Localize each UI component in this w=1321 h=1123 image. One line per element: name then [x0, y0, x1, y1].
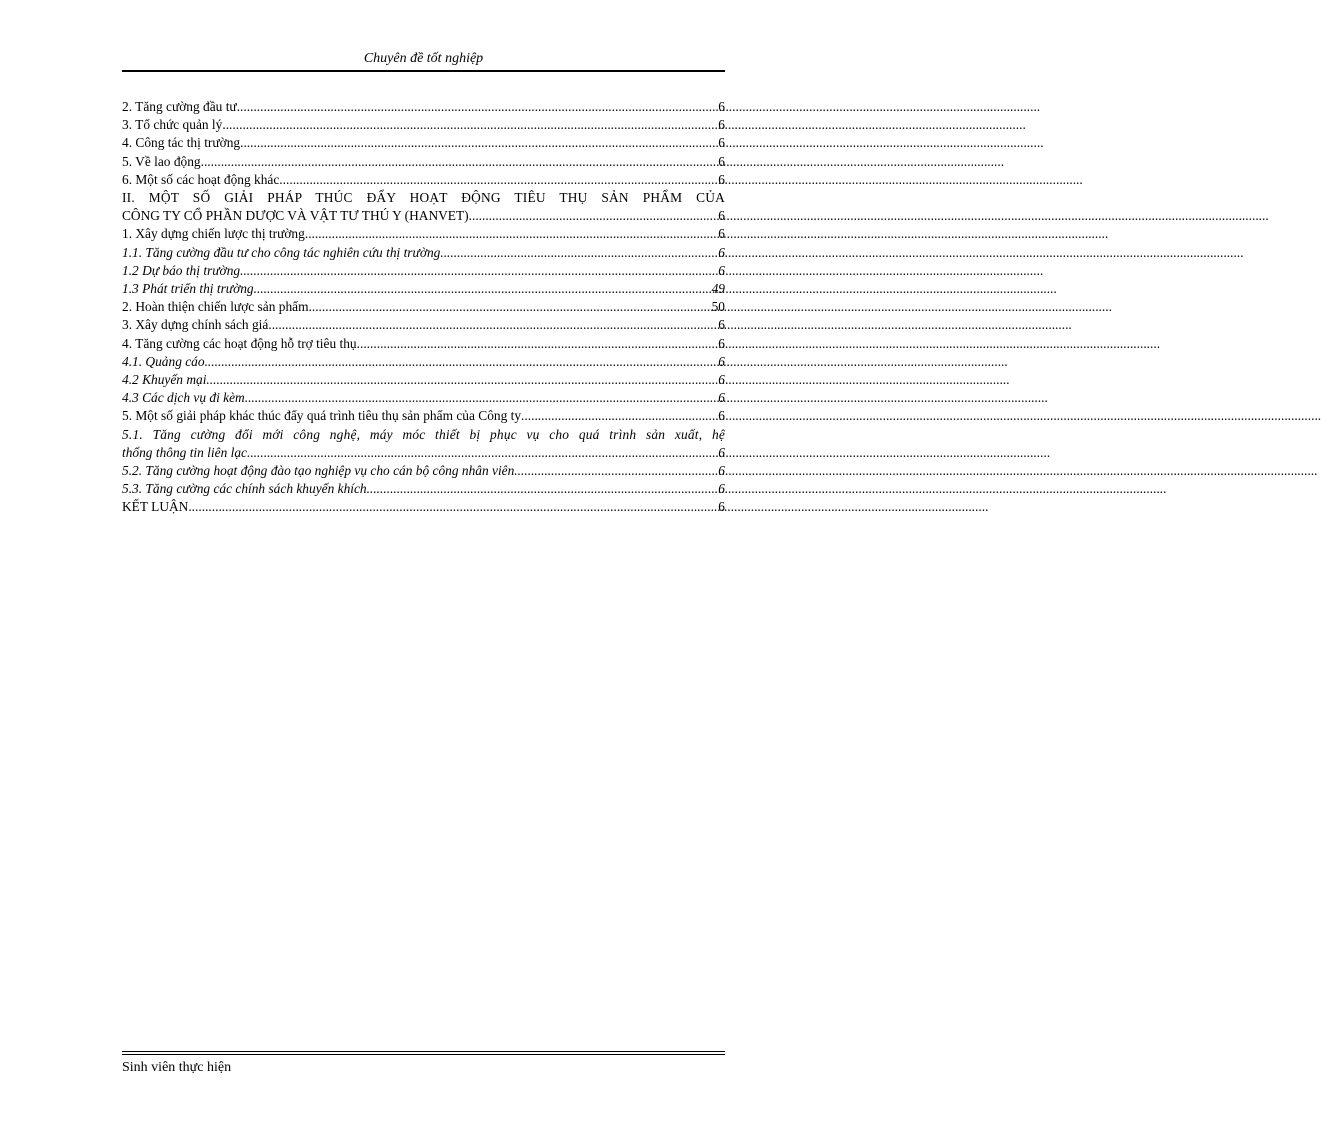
toc-dot-leader	[257, 280, 712, 298]
toc-entry-title: CÔNG TY CỔ PHẦN DƯỢC VÀ VẬT TƯ THÚ Y (HANVET)	[122, 208, 469, 224]
toc-entry-title: 1.1. Tăng cường đầu tư cho công tác nghiên cứu thị trường.	[122, 244, 444, 260]
toc-dot-leader	[518, 462, 719, 480]
toc-entry-title: 4.3 Các dịch vụ đi kèm.	[122, 390, 249, 406]
toc-dot-leader	[248, 389, 718, 407]
toc-entry[interactable]	[122, 480, 725, 498]
toc-entry[interactable]	[122, 116, 725, 134]
toc-dot-leader	[243, 262, 718, 280]
toc-entry-title: 5. Về lao động.	[122, 153, 204, 169]
toc-entry[interactable]	[122, 98, 725, 116]
toc-page-number: 6	[718, 390, 725, 406]
page-header-title: Chuyên đề tốt nghiệp	[122, 50, 725, 72]
footer-divider	[122, 1051, 725, 1052]
toc-page-number: 6	[718, 408, 725, 424]
toc-page-number: 6	[718, 317, 725, 333]
toc-entry[interactable]	[122, 134, 725, 152]
toc-entry[interactable]	[122, 298, 725, 316]
toc-page-number: 50	[711, 299, 725, 315]
toc-entry[interactable]	[122, 280, 725, 298]
toc-entry[interactable]	[122, 371, 725, 389]
toc-entry[interactable]	[122, 498, 725, 516]
toc-page-number: 6	[718, 262, 725, 278]
toc-entry-title: 4. Tăng cường các hoạt động hỗ trợ tiêu thụ.	[122, 335, 360, 351]
toc-entry[interactable]	[122, 389, 725, 407]
toc-page-number: 6	[718, 99, 725, 114]
toc-entry-line: 5.1. Tăng cường đổi mới công nghệ, máy móc thiết bị phục vụ cho quá trình sản xuất, hệ	[122, 426, 725, 442]
toc-entry-title: 2. Hoàn thiện chiến lược sản phẩm.	[122, 299, 312, 315]
toc-dot-leader	[210, 371, 719, 389]
toc-page-number: 6	[718, 499, 725, 515]
toc-dot-leader	[243, 134, 718, 152]
toc-entry[interactable]	[122, 353, 725, 371]
toc-dot-leader	[283, 171, 719, 189]
toc-page-number: 6	[718, 444, 725, 460]
toc-dot-leader	[469, 207, 719, 225]
toc-page-number: 6	[718, 244, 725, 260]
toc-entry[interactable]	[122, 153, 725, 171]
toc-page-number: 6	[718, 372, 725, 388]
toc-page-number: 6	[718, 171, 725, 187]
toc-entry-title: 2. Tăng cường đầu tư.	[122, 99, 241, 114]
toc-page-number: 6	[718, 353, 725, 369]
toc-entry-title: 3. Tổ chức quản lý.	[122, 117, 226, 133]
toc-entry-title: 1.2 Dự báo thị trường.	[122, 262, 244, 278]
toc-dot-leader	[308, 225, 718, 243]
toc-page-number: 6	[718, 135, 725, 151]
toc-entry[interactable]	[122, 207, 725, 225]
toc-entry[interactable]	[122, 171, 725, 189]
toc-entry[interactable]	[122, 316, 725, 334]
toc-entry[interactable]	[122, 244, 725, 262]
toc-entry-title: 6. Một số các hoạt động khác.	[122, 171, 283, 187]
toc-entry-title: 1. Xây dựng chiến lược thị trường.	[122, 226, 309, 242]
toc-page-number: 6	[718, 117, 725, 133]
toc-page-number: 6	[718, 226, 725, 242]
toc-page-number: 6	[718, 335, 725, 351]
toc-page-number: 6	[718, 153, 725, 169]
toc-entry-title: 5.2. Tăng cường hoạt động đào tạo nghiệp vụ cho cán bộ công nhân viên.	[122, 463, 518, 479]
footer-divider-secondary	[122, 1054, 725, 1055]
toc-entry[interactable]	[122, 444, 725, 462]
toc-dot-leader	[367, 480, 719, 498]
toc-entry[interactable]	[122, 335, 725, 353]
toc-entry[interactable]	[122, 407, 725, 425]
toc-dot-leader	[208, 353, 718, 371]
toc-entry-line: II. MỘT SỐ GIẢI PHÁP THÚC ĐẨY HOẠT ĐỘNG TIÊU THỤ SẢN PHẨM CỦA	[122, 190, 725, 206]
toc-dot-leader	[360, 335, 718, 353]
toc-entry[interactable]	[122, 225, 725, 243]
toc-dot-leader	[312, 298, 712, 316]
toc-dot-leader	[521, 407, 718, 425]
toc-dot-leader	[188, 498, 718, 516]
table-of-contents	[122, 98, 725, 517]
toc-page-number: 6	[718, 463, 725, 479]
toc-dot-leader	[204, 153, 718, 171]
toc-entry-title: 5.3. Tăng cường các chính sách khuyến khích	[122, 481, 367, 497]
toc-page-number: 6	[718, 481, 725, 497]
toc-entry-title: 4.1. Quảng cáo.	[122, 353, 208, 369]
toc-entry-title: 5. Một số giải pháp khác thúc đẩy quá trình tiêu thụ sản phẩm của Công ty	[122, 408, 522, 424]
toc-entry-title: thống thông tin liên lạc.	[122, 444, 251, 460]
toc-dot-leader	[444, 244, 719, 262]
toc-entry-title: 3. Xây dựng chính sách giá.	[122, 317, 272, 333]
toc-dot-leader	[226, 116, 719, 134]
toc-dot-leader	[272, 316, 719, 334]
toc-entry-title: KẾT LUẬN	[122, 499, 189, 515]
footer-text: Sinh viên thực hiện	[122, 1060, 232, 1075]
toc-entry-title: 1.3 Phát triển thị trường.	[122, 281, 257, 297]
toc-dot-leader	[250, 444, 718, 462]
toc-entry-title: 4.2 Khuyến mại.	[122, 372, 210, 388]
toc-page-number: 49	[711, 281, 725, 297]
toc-entry-title: 4. Công tác thị trường.	[122, 135, 244, 151]
toc-entry[interactable]	[122, 262, 725, 280]
toc-dot-leader	[240, 98, 718, 116]
toc-entry[interactable]	[122, 462, 725, 480]
toc-page-number: 6	[718, 208, 725, 224]
